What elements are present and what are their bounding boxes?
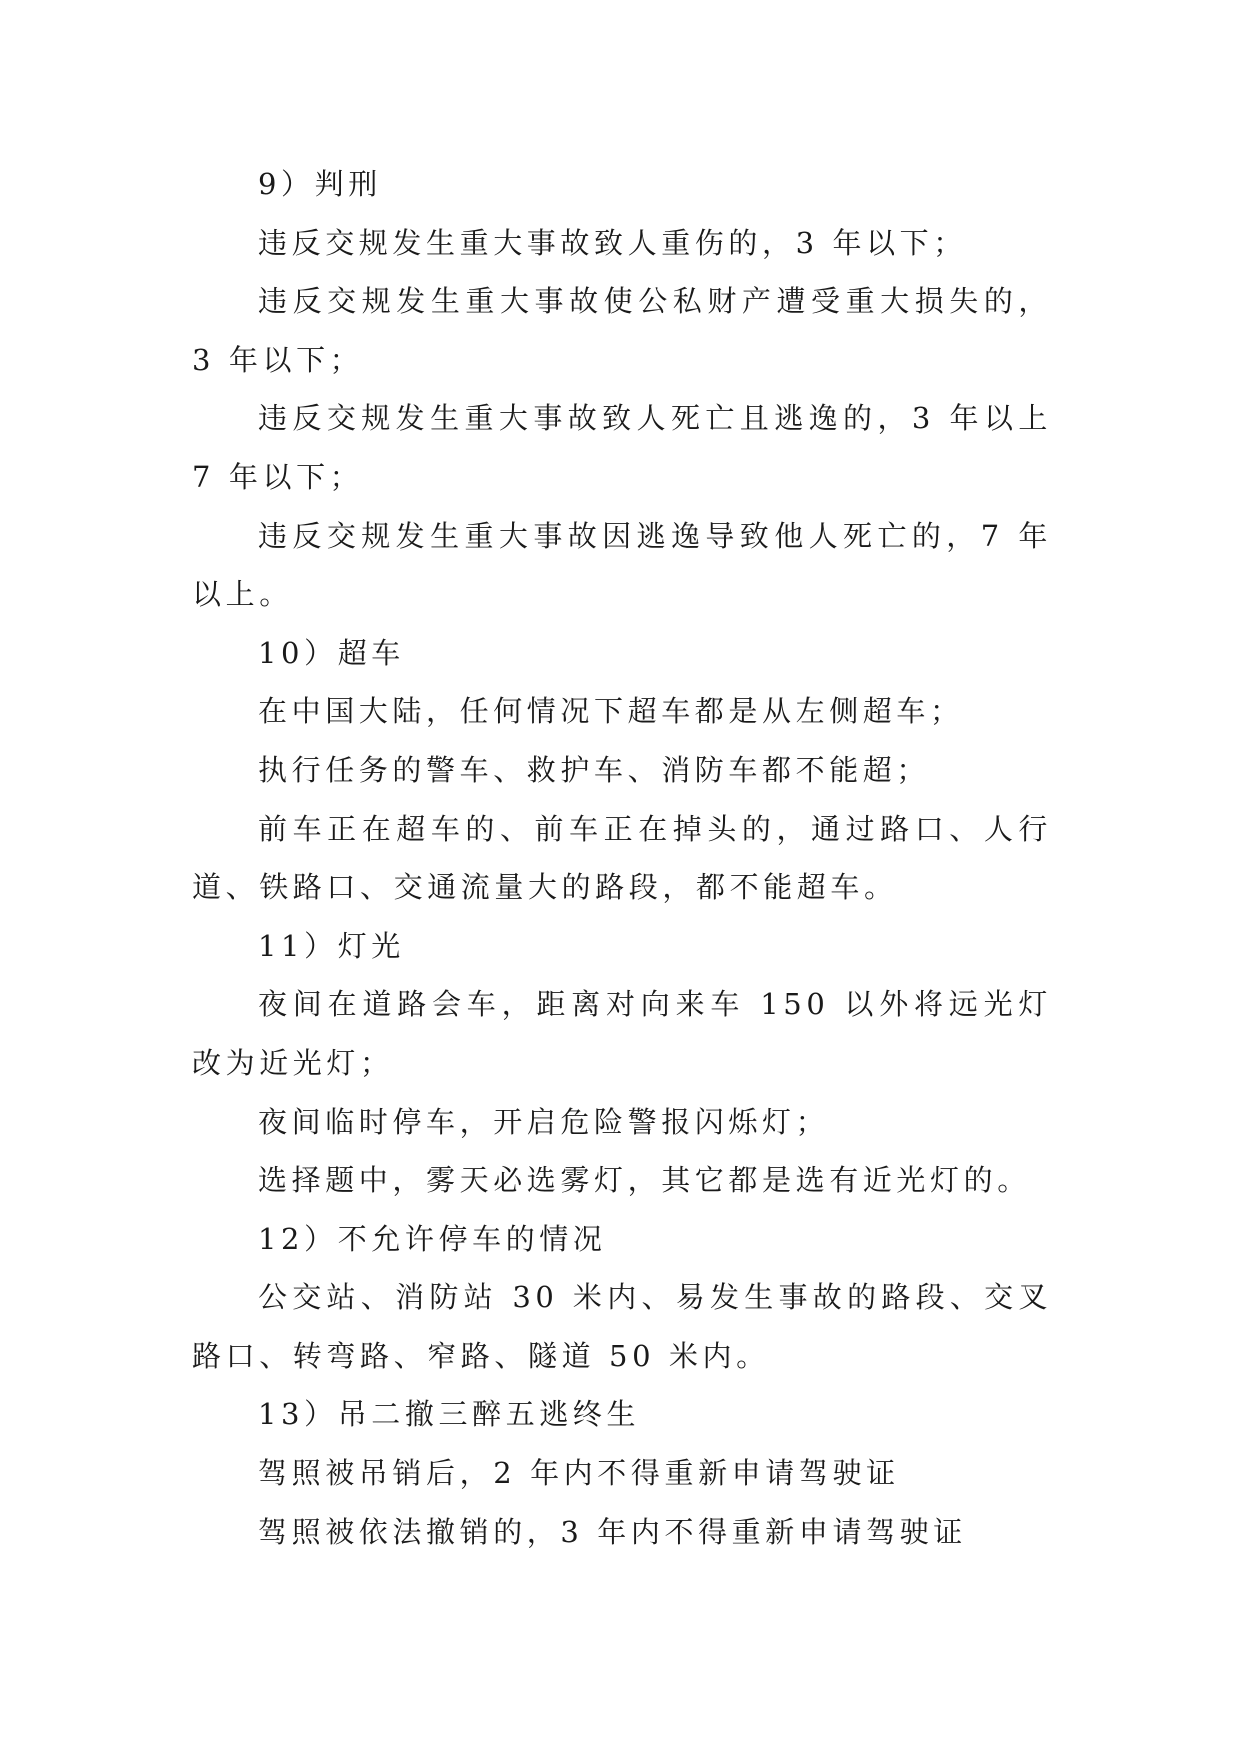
document-body [192,155,1052,1561]
section-heading-no-parking: 12）不允许停车的情况 [258,1221,607,1256]
paragraph: 驾照被依法撤销的，3 年内不得重新申请驾驶证 [258,1514,967,1549]
paragraph: 在中国大陆，任何情况下超车都是从左侧超车； [258,694,964,729]
paragraph: 违反交规发生重大事故因逃逸导致他人死亡的，7 年以上。 [192,518,1052,612]
paragraph: 违反交规发生重大事故致人死亡且逃逸的，3 年以上 7 年以下； [192,401,1052,494]
section-heading-overtaking: 10）超车 [258,635,405,670]
paragraph: 违反交规发生重大事故致人重伤的，3 年以下； [258,225,967,260]
paragraph: 前车正在超车的、前车正在掉头的，通过路口、人行道、铁路口、交通流量大的路段，都不能超车。 [192,811,1052,905]
paragraph: 驾照被吊销后，2 年内不得重新申请驾驶证 [258,1456,900,1491]
paragraph: 违反交规发生重大事故使公私财产遭受重大损失的，3 年以下； [192,284,1052,377]
section-heading-license-revocation: 13）吊二撤三醉五逃终生 [258,1397,641,1432]
paragraph: 夜间在道路会车，距离对向来车 150 以外将远光灯改为近光灯； [192,987,1052,1080]
paragraph: 执行任务的警车、救护车、消防车都不能超； [258,752,931,787]
section-heading-lights: 11）灯光 [258,928,405,963]
paragraph: 选择题中，雾天必选雾灯，其它都是选有近光灯的。 [258,1163,1031,1198]
paragraph: 公交站、消防站 30 米内、易发生事故的路段、交叉路口、转弯路、窄路、隧道 50 米内。 [192,1280,1052,1373]
section-heading-sentencing: 9）判刑 [258,167,382,201]
paragraph: 夜间临时停车，开启危险警报闪烁灯； [258,1104,830,1139]
